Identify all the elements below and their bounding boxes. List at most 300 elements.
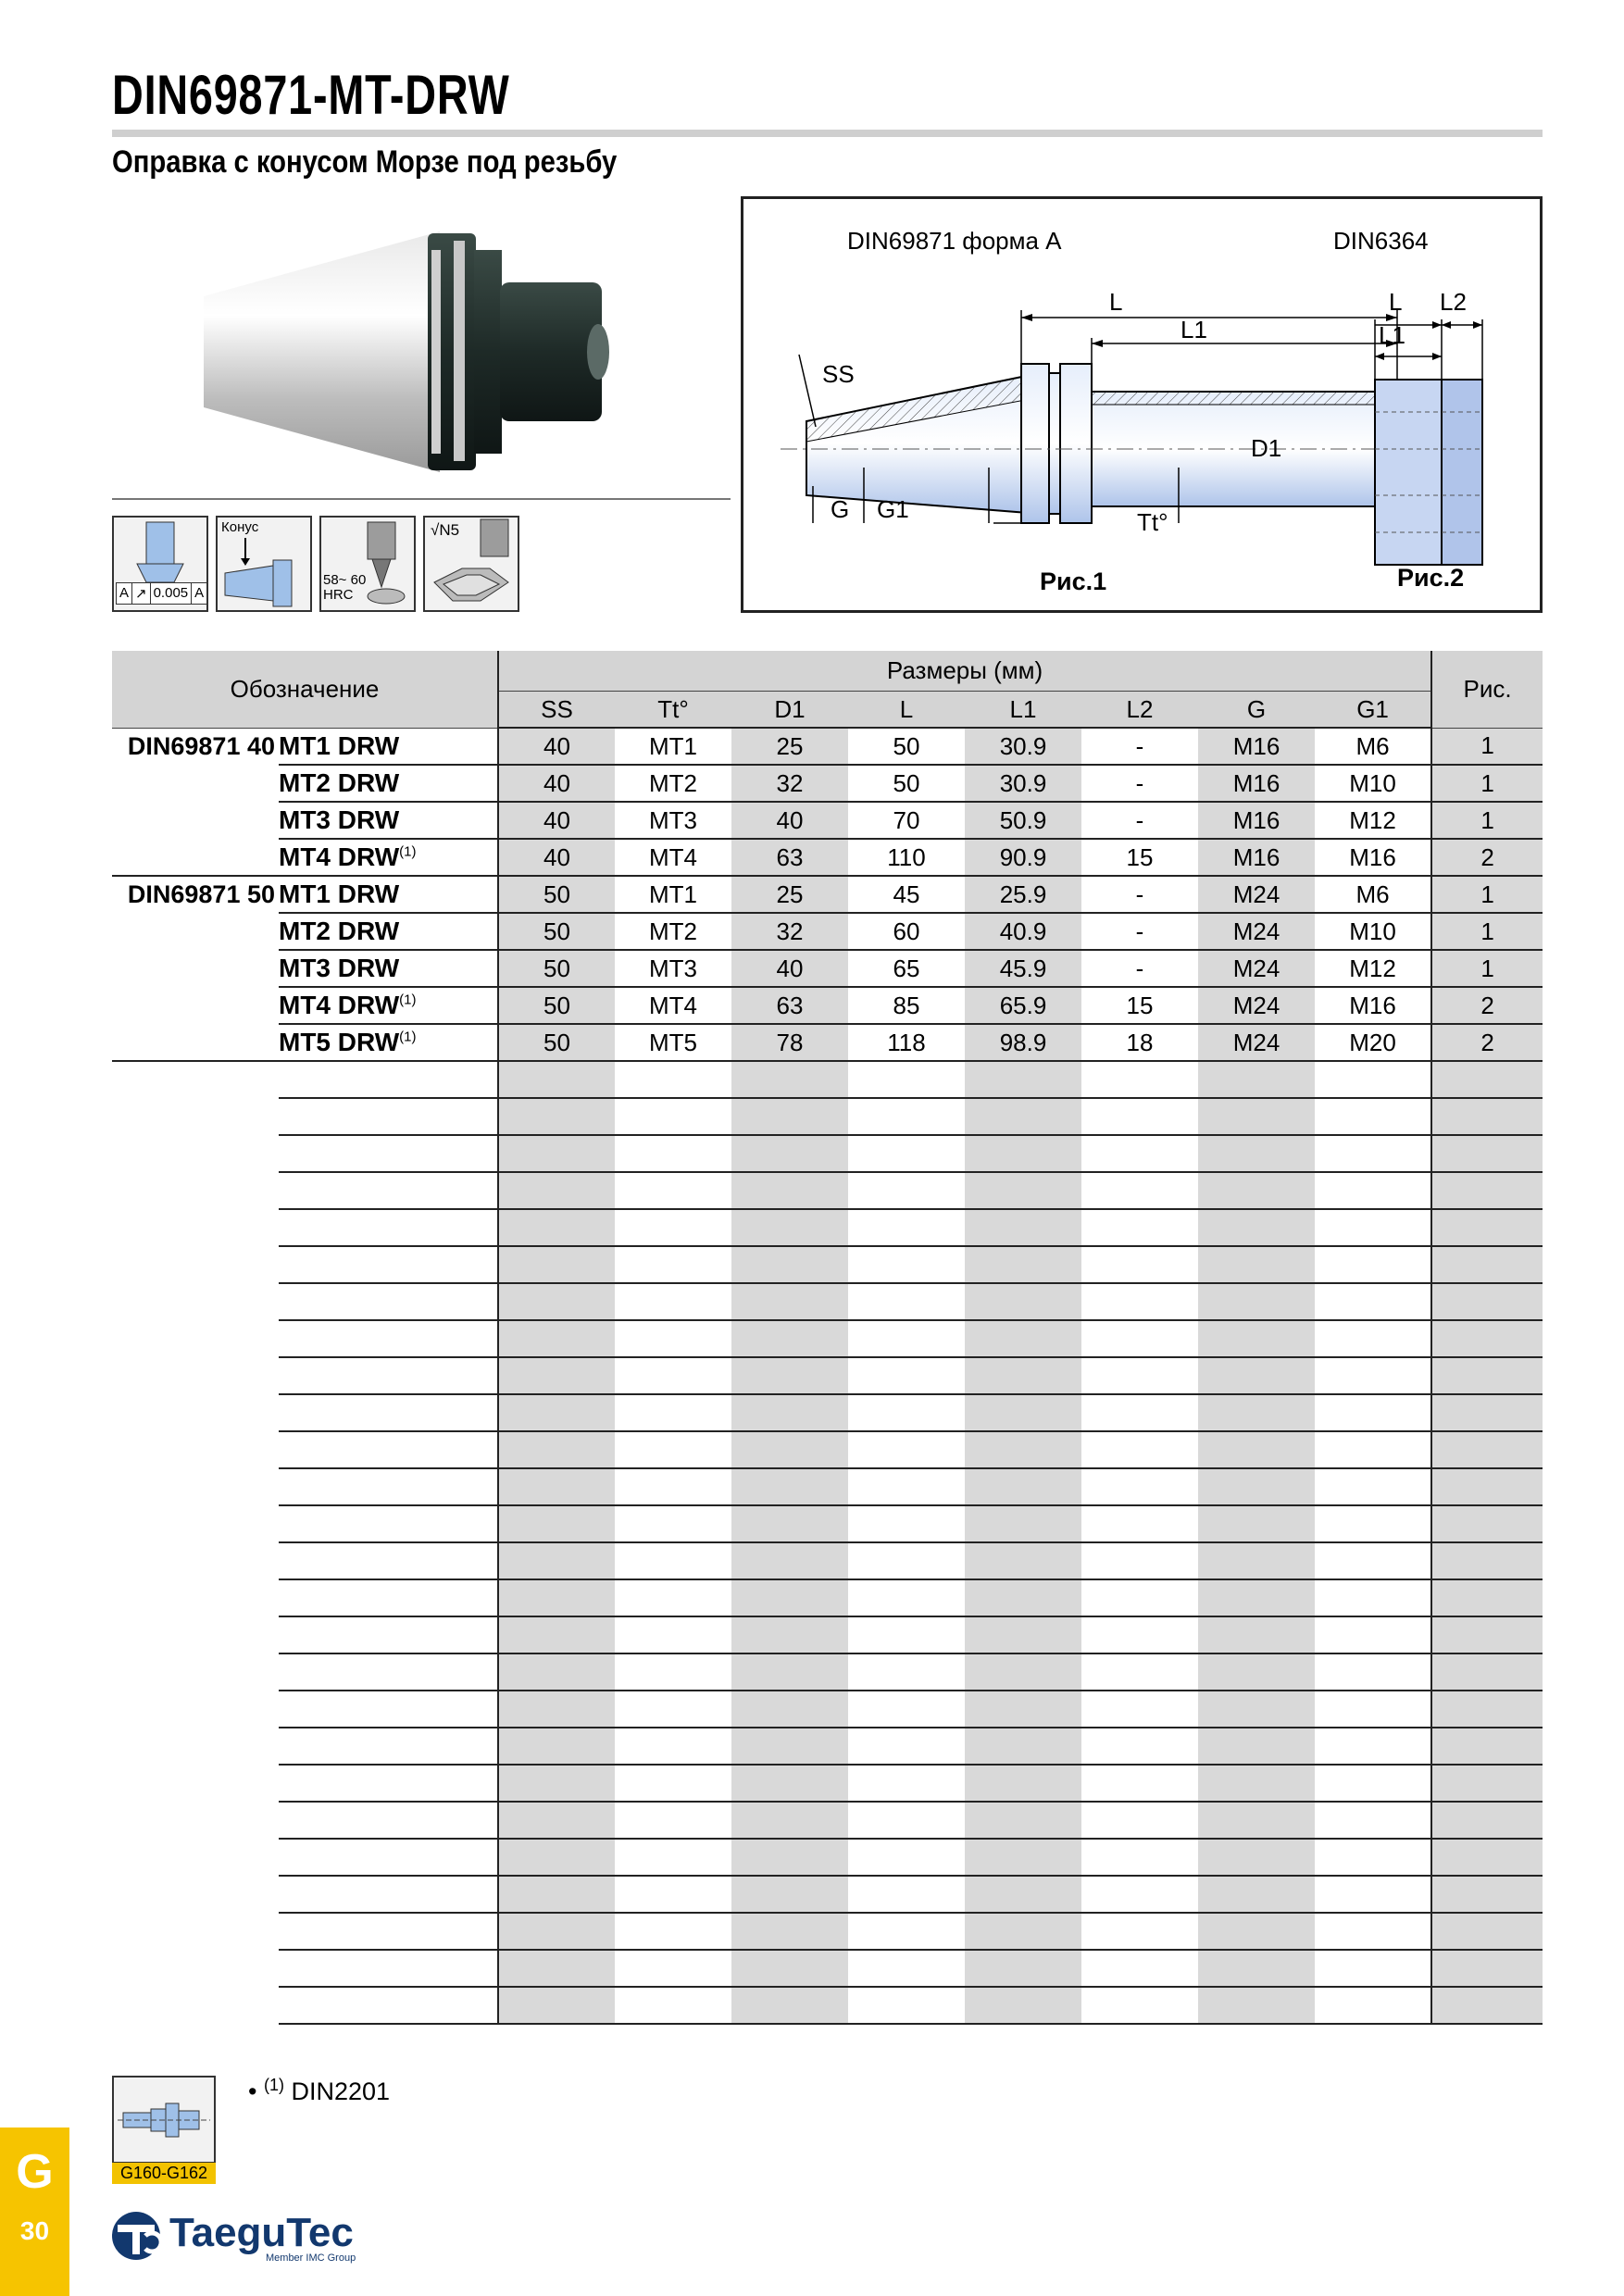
empty-cell <box>965 1728 1081 1765</box>
empty-cell <box>1081 1653 1198 1691</box>
series-cell <box>112 950 279 987</box>
empty-cell <box>1198 1913 1315 1950</box>
col-header-l: L <box>848 692 965 729</box>
empty-cell <box>279 1135 498 1172</box>
empty-cell <box>848 1728 965 1765</box>
empty-cell <box>848 1246 965 1283</box>
empty-cell <box>848 1505 965 1542</box>
empty-cell <box>112 1691 279 1728</box>
empty-cell <box>615 1802 731 1839</box>
cell-g: M24 <box>1198 987 1315 1024</box>
empty-cell <box>1315 1283 1431 1320</box>
empty-cell <box>498 1505 615 1542</box>
empty-cell <box>848 1061 965 1098</box>
empty-cell <box>1431 1950 1543 1987</box>
cell-l2: 15 <box>1081 839 1198 876</box>
empty-cell <box>965 1394 1081 1431</box>
empty-cell <box>965 1913 1081 1950</box>
designation-text: MT3 DRW <box>279 805 400 834</box>
empty-row <box>112 1765 1543 1802</box>
empty-cell <box>1315 1394 1431 1431</box>
empty-cell <box>1431 1913 1543 1950</box>
empty-row <box>112 1579 1543 1616</box>
empty-cell <box>498 1468 615 1505</box>
empty-cell <box>1081 1172 1198 1209</box>
empty-cell <box>1081 1209 1198 1246</box>
empty-cell <box>1431 1839 1543 1876</box>
empty-cell <box>848 1802 965 1839</box>
footnote-ref: (1) <box>399 843 417 860</box>
empty-cell <box>615 1765 731 1802</box>
empty-cell <box>1198 1987 1315 2024</box>
designation-text: MT4 DRW <box>279 991 400 1019</box>
series-cell: DIN69871 40 <box>127 731 275 760</box>
empty-cell <box>112 1542 279 1579</box>
fig2-dim-label-l1: L1 <box>1379 321 1405 349</box>
empty-cell <box>848 1098 965 1135</box>
empty-cell <box>1081 1616 1198 1653</box>
taper-icon <box>216 516 312 612</box>
cell-g: M16 <box>1198 839 1315 876</box>
empty-cell <box>498 1542 615 1579</box>
empty-cell <box>112 1616 279 1653</box>
dimensions-header: Размеры (мм) <box>498 651 1431 692</box>
empty-cell <box>615 1950 731 1987</box>
empty-cell <box>498 1616 615 1653</box>
surface-finish-label: √N5 <box>431 521 460 539</box>
empty-cell <box>1198 1876 1315 1913</box>
empty-cell <box>965 1765 1081 1802</box>
empty-cell <box>1081 1579 1198 1616</box>
empty-cell <box>1431 1579 1543 1616</box>
empty-cell <box>1198 1616 1315 1653</box>
empty-cell <box>498 1209 615 1246</box>
cell-d1: 78 <box>731 1024 848 1061</box>
empty-cell <box>615 1431 731 1468</box>
page-title: DIN69871-MT-DRW <box>112 64 510 126</box>
cell-g1: M12 <box>1315 802 1431 839</box>
empty-cell <box>1315 1876 1431 1913</box>
empty-cell <box>279 1468 498 1505</box>
empty-cell <box>1315 1209 1431 1246</box>
empty-cell <box>279 1950 498 1987</box>
empty-cell <box>965 1283 1081 1320</box>
cell-tt: MT4 <box>615 987 731 1024</box>
empty-cell <box>1198 1357 1315 1394</box>
empty-cell <box>1431 1320 1543 1357</box>
dim-label-l: L <box>1109 288 1123 316</box>
empty-cell <box>1198 1283 1315 1320</box>
empty-cell <box>965 1098 1081 1135</box>
cell-l: 50 <box>848 728 965 765</box>
empty-cell <box>1431 1505 1543 1542</box>
empty-cell <box>112 1653 279 1691</box>
empty-cell <box>1198 1802 1315 1839</box>
empty-cell <box>279 1172 498 1209</box>
empty-cell <box>1198 1728 1315 1765</box>
cell-tt: MT2 <box>615 765 731 802</box>
empty-cell <box>1081 1283 1198 1320</box>
empty-cell <box>112 1839 279 1876</box>
empty-cell <box>731 1802 848 1839</box>
empty-cell <box>112 1728 279 1765</box>
cell-g: M24 <box>1198 950 1315 987</box>
cell-d1: 25 <box>731 876 848 913</box>
fig1-title: DIN69871 форма A <box>847 227 1062 255</box>
empty-cell <box>279 1691 498 1728</box>
empty-cell <box>731 1135 848 1172</box>
empty-cell <box>498 1394 615 1431</box>
empty-cell <box>1315 1765 1431 1802</box>
empty-cell <box>848 1172 965 1209</box>
empty-cell <box>1198 1542 1315 1579</box>
dim-label-g1: G1 <box>877 495 909 523</box>
empty-cell <box>112 1283 279 1320</box>
cell-g: M24 <box>1198 913 1315 950</box>
designation-cell <box>279 1024 498 1061</box>
empty-cell <box>1198 1468 1315 1505</box>
designation-cell <box>279 987 498 1024</box>
empty-cell <box>1315 1728 1431 1765</box>
empty-cell <box>498 1839 615 1876</box>
cell-g1: M6 <box>1315 728 1431 765</box>
empty-row <box>112 1728 1543 1765</box>
empty-cell <box>1198 1691 1315 1728</box>
fig2-caption: Рис.2 <box>1397 564 1465 592</box>
empty-cell <box>112 1394 279 1431</box>
empty-cell <box>731 1357 848 1394</box>
empty-cell <box>731 1987 848 2024</box>
empty-cell <box>965 1320 1081 1357</box>
empty-cell <box>848 1357 965 1394</box>
empty-cell <box>1081 1098 1198 1135</box>
empty-cell <box>279 1802 498 1839</box>
empty-row <box>112 1468 1543 1505</box>
empty-row <box>112 1431 1543 1468</box>
fig2-title: DIN6364 <box>1333 227 1429 255</box>
empty-row <box>112 1616 1543 1653</box>
empty-cell <box>965 1468 1081 1505</box>
empty-cell <box>1081 1394 1198 1431</box>
empty-cell <box>1431 1987 1543 2024</box>
title-rule <box>112 130 1543 137</box>
empty-cell <box>498 1098 615 1135</box>
empty-cell <box>112 1579 279 1616</box>
cell-g1: M16 <box>1315 987 1431 1024</box>
empty-cell <box>1431 1616 1543 1653</box>
empty-cell <box>965 1542 1081 1579</box>
empty-cell <box>731 1765 848 1802</box>
designation-cell <box>279 950 498 987</box>
cell-g1: M6 <box>1315 876 1431 913</box>
empty-cell <box>498 1061 615 1098</box>
brand-logo <box>108 2210 356 2266</box>
empty-cell <box>1081 1913 1198 1950</box>
cell-l2: - <box>1081 876 1198 913</box>
runout-datum-b: A <box>194 585 205 601</box>
dim-label-ss: SS <box>822 360 855 388</box>
footnote-marker: (1) <box>263 2076 284 2094</box>
hardness-icon <box>319 516 416 612</box>
empty-cell <box>498 1691 615 1728</box>
empty-row <box>112 1802 1543 1839</box>
designation-cell <box>279 913 498 950</box>
cell-g1: M12 <box>1315 950 1431 987</box>
cell-ss: 40 <box>498 839 615 876</box>
cell-l2: - <box>1081 950 1198 987</box>
cell-g: M16 <box>1198 728 1315 765</box>
empty-cell <box>1431 1394 1543 1431</box>
empty-cell <box>965 1691 1081 1728</box>
empty-cell <box>1431 1283 1543 1320</box>
cell-g1: M10 <box>1315 913 1431 950</box>
cell-l2: - <box>1081 802 1198 839</box>
empty-cell <box>615 1691 731 1728</box>
cell-d1: 63 <box>731 839 848 876</box>
empty-cell <box>615 1098 731 1135</box>
empty-cell <box>498 1283 615 1320</box>
empty-cell <box>1315 1135 1431 1172</box>
empty-row <box>112 1320 1543 1357</box>
empty-row <box>112 1913 1543 1950</box>
empty-cell <box>1315 1172 1431 1209</box>
empty-cell <box>1315 1691 1431 1728</box>
section-tab <box>0 2128 69 2296</box>
cell-l2: - <box>1081 913 1198 950</box>
empty-cell <box>615 1135 731 1172</box>
empty-cell <box>1315 1579 1431 1616</box>
empty-cell <box>1431 1209 1543 1246</box>
empty-row <box>112 1135 1543 1172</box>
cell-g: M24 <box>1198 876 1315 913</box>
cell-g1: M16 <box>1315 839 1431 876</box>
page-number: 30 <box>19 2216 50 2245</box>
empty-cell <box>279 1728 498 1765</box>
empty-row <box>112 1542 1543 1579</box>
cell-d1: 40 <box>731 950 848 987</box>
empty-row <box>112 1987 1543 2024</box>
empty-cell <box>1081 1357 1198 1394</box>
empty-cell <box>279 1505 498 1542</box>
empty-cell <box>848 1542 965 1579</box>
empty-cell <box>848 1320 965 1357</box>
empty-cell <box>965 1505 1081 1542</box>
empty-cell <box>1081 1987 1198 2024</box>
empty-cell <box>1431 1061 1543 1098</box>
dim-label-tt: Tt° <box>1137 508 1168 536</box>
product-photo <box>185 213 630 491</box>
empty-cell <box>1081 1876 1198 1913</box>
cell-ss: 50 <box>498 950 615 987</box>
empty-cell <box>1081 1950 1198 1987</box>
cell-l: 50 <box>848 765 965 802</box>
dim-label-g: G <box>831 495 850 523</box>
empty-cell <box>1315 1505 1431 1542</box>
empty-cell <box>1081 1468 1198 1505</box>
empty-cell <box>965 1987 1081 2024</box>
empty-cell <box>965 1802 1081 1839</box>
designation-header: Обозначение <box>112 651 498 728</box>
pull-stud-reference[interactable]: G160-G162 <box>112 2162 216 2184</box>
empty-row <box>112 1653 1543 1691</box>
empty-cell <box>615 1209 731 1246</box>
empty-cell <box>279 1098 498 1135</box>
empty-cell <box>1198 1061 1315 1098</box>
cell-d1: 32 <box>731 765 848 802</box>
empty-cell <box>1315 1802 1431 1839</box>
designation-cell <box>279 876 498 913</box>
empty-cell <box>1198 1135 1315 1172</box>
empty-cell <box>615 1172 731 1209</box>
cell-g1: M20 <box>1315 1024 1431 1061</box>
empty-cell <box>279 1913 498 1950</box>
cell-tt: MT2 <box>615 913 731 950</box>
empty-cell <box>1198 1246 1315 1283</box>
empty-cell <box>498 1172 615 1209</box>
bullet-icon: • <box>248 2078 257 2105</box>
empty-cell <box>1431 1135 1543 1172</box>
empty-cell <box>848 1431 965 1468</box>
empty-cell <box>615 1616 731 1653</box>
empty-cell <box>112 1098 279 1135</box>
cell-l: 110 <box>848 839 965 876</box>
empty-row <box>112 1394 1543 1431</box>
hardness-label: 58~ 60 HRC <box>323 572 367 603</box>
fig1-caption: Рис.1 <box>1040 568 1107 595</box>
empty-cell <box>112 1950 279 1987</box>
empty-cell <box>615 1394 731 1431</box>
empty-row <box>112 1061 1543 1098</box>
cell-ss: 40 <box>498 728 615 765</box>
cell-l2: - <box>1081 765 1198 802</box>
empty-cell <box>1431 1653 1543 1691</box>
empty-cell <box>731 1246 848 1283</box>
empty-cell <box>279 1616 498 1653</box>
dim-label-l1: L1 <box>1181 316 1207 343</box>
empty-cell <box>1315 1950 1431 1987</box>
empty-row <box>112 1357 1543 1394</box>
cell-l: 65 <box>848 950 965 987</box>
empty-cell <box>848 1765 965 1802</box>
cell-fig: 1 <box>1431 876 1543 913</box>
cell-l2: 15 <box>1081 987 1198 1024</box>
empty-cell <box>615 1246 731 1283</box>
empty-cell <box>1431 1542 1543 1579</box>
footnote <box>248 2076 390 2106</box>
empty-cell <box>1081 1839 1198 1876</box>
brand-mark-icon <box>108 2210 166 2262</box>
empty-cell <box>731 1839 848 1876</box>
empty-cell <box>498 1876 615 1913</box>
empty-cell <box>1315 1987 1431 2024</box>
empty-cell <box>498 1802 615 1839</box>
cell-d1: 63 <box>731 987 848 1024</box>
designation-cell <box>279 839 498 876</box>
empty-cell <box>112 1802 279 1839</box>
fig2-dim-label-l: L <box>1389 288 1403 316</box>
cell-l: 70 <box>848 802 965 839</box>
empty-cell <box>112 1061 279 1098</box>
empty-cell <box>112 1172 279 1209</box>
cell-l: 45 <box>848 876 965 913</box>
empty-cell <box>1431 1802 1543 1839</box>
empty-cell <box>112 1357 279 1394</box>
empty-cell <box>279 1061 498 1098</box>
empty-row <box>112 1839 1543 1876</box>
empty-cell <box>498 1579 615 1616</box>
empty-cell <box>1315 1468 1431 1505</box>
cell-l1: 65.9 <box>965 987 1081 1024</box>
cell-l1: 30.9 <box>965 728 1081 765</box>
empty-cell <box>965 1839 1081 1876</box>
cell-fig: 2 <box>1431 1024 1543 1061</box>
empty-cell <box>279 1653 498 1691</box>
empty-cell <box>112 1209 279 1246</box>
cell-d1: 25 <box>731 728 848 765</box>
cell-tt: MT1 <box>615 728 731 765</box>
empty-cell <box>1315 1357 1431 1394</box>
empty-cell <box>965 1950 1081 1987</box>
table-row <box>112 765 1543 802</box>
series-cell <box>112 913 279 950</box>
section-letter: G <box>16 2145 54 2199</box>
series-cell <box>112 987 279 1024</box>
surface-finish-icon <box>423 516 519 612</box>
empty-cell <box>1081 1802 1198 1839</box>
empty-cell <box>279 1246 498 1283</box>
cell-fig: 1 <box>1431 728 1543 765</box>
cell-fig: 2 <box>1431 987 1543 1024</box>
empty-cell <box>498 1950 615 1987</box>
empty-cell <box>1081 1728 1198 1765</box>
empty-cell <box>731 1320 848 1357</box>
series-cell: DIN69871 50 <box>127 880 275 908</box>
empty-cell <box>1081 1505 1198 1542</box>
cell-ss: 40 <box>498 765 615 802</box>
empty-cell <box>112 1765 279 1802</box>
empty-cell <box>1315 1061 1431 1098</box>
table-row <box>112 987 1543 1024</box>
designation-text: MT2 DRW <box>279 917 400 945</box>
empty-cell <box>498 1246 615 1283</box>
table-row <box>112 728 1543 765</box>
cell-fig: 1 <box>1431 913 1543 950</box>
empty-cell <box>731 1098 848 1135</box>
empty-cell <box>112 1987 279 2024</box>
col-header-d1: D1 <box>731 692 848 729</box>
empty-cell <box>279 1987 498 2024</box>
cell-ss: 40 <box>498 802 615 839</box>
footnote-text: DIN2201 <box>291 2078 391 2105</box>
empty-cell <box>1315 1431 1431 1468</box>
empty-cell <box>1198 1653 1315 1691</box>
empty-cell <box>498 1357 615 1394</box>
empty-cell <box>112 1468 279 1505</box>
dimensions-table <box>112 651 1543 2025</box>
empty-cell <box>731 1468 848 1505</box>
cell-l1: 45.9 <box>965 950 1081 987</box>
cell-fig: 1 <box>1431 765 1543 802</box>
empty-cell <box>965 1579 1081 1616</box>
series-cell <box>112 839 279 876</box>
cell-g: M16 <box>1198 765 1315 802</box>
series-cell <box>112 1024 279 1061</box>
designation-cell <box>279 765 498 802</box>
empty-cell <box>1198 1209 1315 1246</box>
photo-divider <box>112 498 731 500</box>
empty-cell <box>848 1209 965 1246</box>
empty-cell <box>731 1061 848 1098</box>
